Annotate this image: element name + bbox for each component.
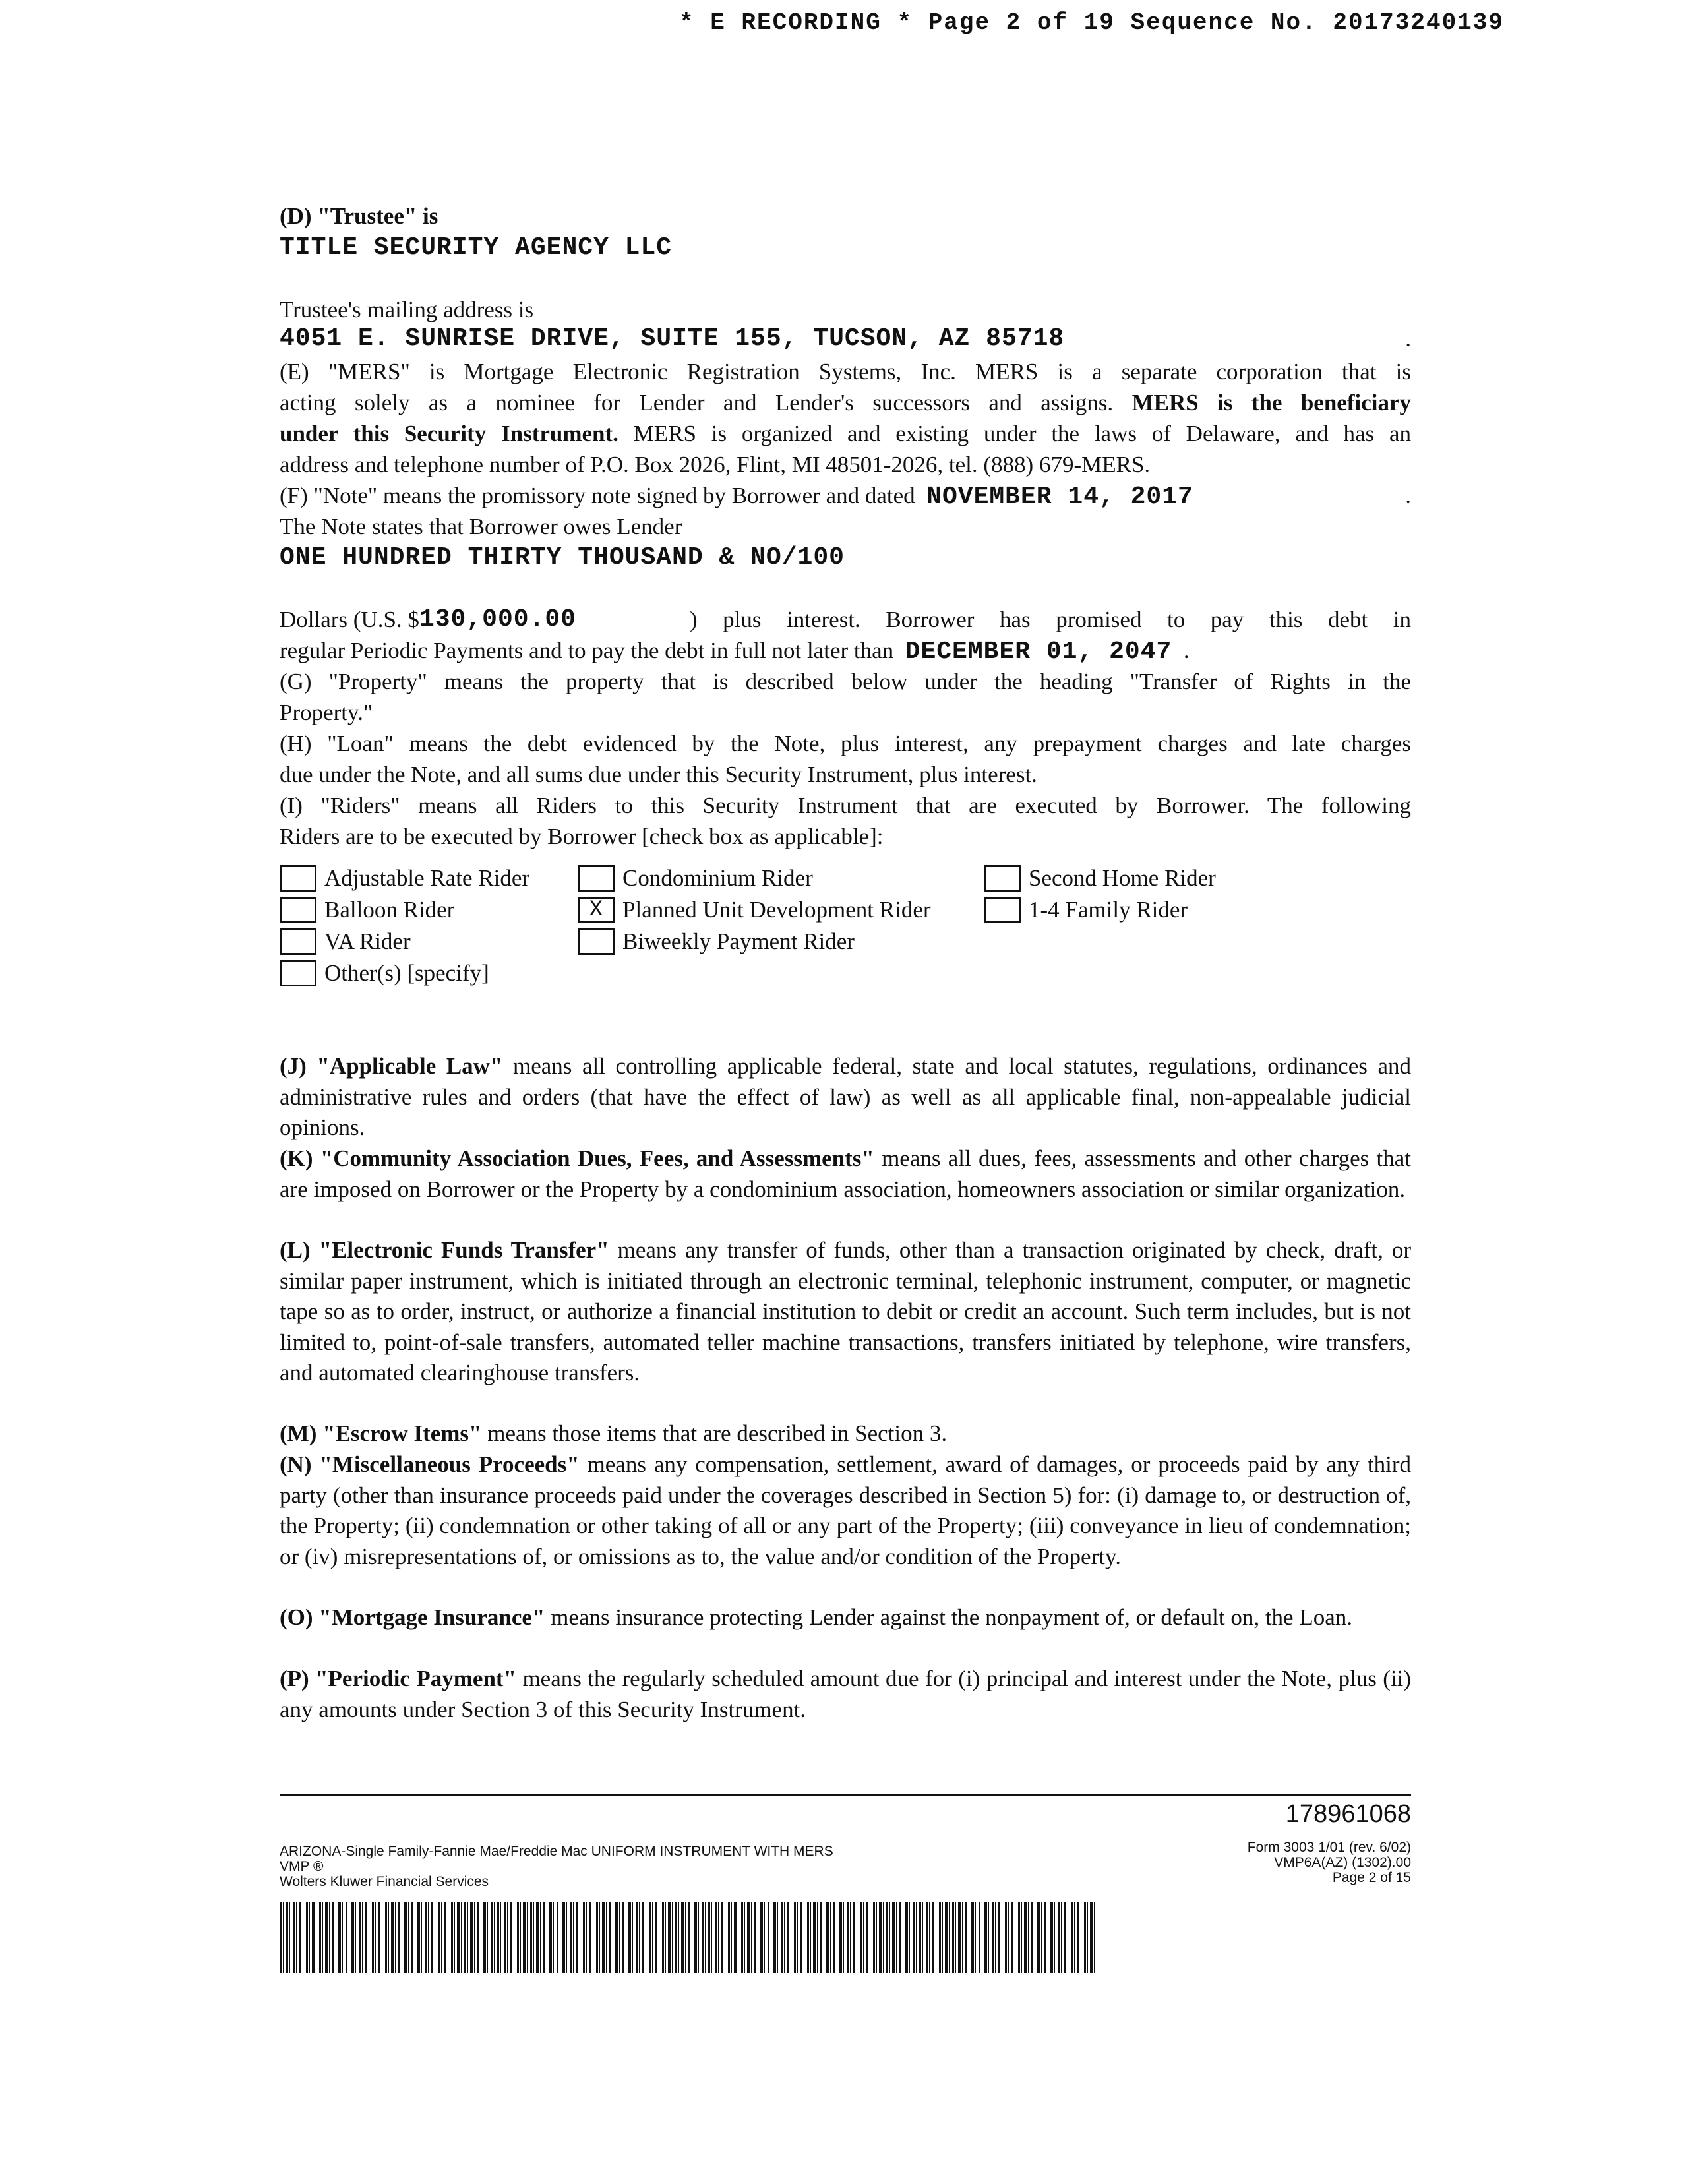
amount-words: ONE HUNDRED THIRTY THOUSAND & NO/100 [280,543,845,572]
trustee-address: 4051 E. SUNRISE DRIVE, SUITE 155, TUCSON, AZ 85718 [280,324,1065,353]
property-line-1: (G) "Property" means the property that is described below under the heading "Transfer of Rights in the [280,669,1411,694]
rider-adjustable-rate[interactable]: Adjustable Rate Rider [280,865,529,892]
property-line-2: Property." [280,700,373,725]
definition-periodic-payment: (P) "Periodic Payment" means the regularly scheduled amount due for (i) principal and interest under the Note, plus (ii) any amounts under Section 3 of this Security Instrument. [280,1666,1412,1722]
form-code: VMP6A(AZ) (1302).00 [1274,1855,1411,1870]
definition-escrow-items: (M) "Escrow Items" means those items that are described in Section 3. [280,1420,948,1446]
note-prefix: (F) "Note" means the promissory note signed by Borrower and dated NOVEMBER 14, 2017 [280,483,1193,511]
loan-number: 178961068 [1285,1800,1411,1828]
maturity-line: regular Periodic Payments and to pay the debt in full not later than DECEMBER 01, 2047 . [280,638,1190,666]
checkbox[interactable] [280,897,316,923]
form-number: Form 3003 1/01 (rev. 6/02) [1247,1840,1411,1855]
checkbox[interactable] [280,928,316,955]
form-page-number: Page 2 of 15 [1332,1870,1411,1885]
trustee-address-label: Trustee's mailing address is [280,297,534,322]
footer-rule [280,1794,1411,1796]
maturity-date: DECEMBER 01, 2047 [905,638,1172,666]
loan-amount: 130,000.00 [419,605,576,634]
checkbox[interactable] [578,865,615,892]
riders-line-2: Riders are to be executed by Borrower [check box as applicable]: [280,824,884,849]
rider-planned-unit-development[interactable]: X Planned Unit Development Rider [578,897,931,923]
definition-mortgage-insurance: (O) "Mortgage Insurance" means insurance protecting Lender against the nonpayment of, or default on, the Loan. [280,1604,1352,1630]
checkbox[interactable] [280,960,316,986]
rider-biweekly-payment[interactable]: Biweekly Payment Rider [578,928,855,955]
publisher: Wolters Kluwer Financial Services [280,1874,489,1889]
trustee-name: TITLE SECURITY AGENCY LLC [280,233,673,262]
checkbox[interactable] [578,928,615,955]
vmp-mark: VMP ® [280,1859,324,1874]
definition-applicable-law: (J) "Applicable Law" means all controlling applicable federal, state and local statutes, regulations, ordinances and administrative rules and orders (that have the effect of law) as well as all applicable final, non-appealable judicial opinions. [280,1053,1411,1140]
note-line [280,480,1411,512]
mers-line-3: under this Security Instrument. MERS is organized and existing under the laws of Delaware, and has an [280,421,1411,446]
trustee-address-line [280,323,1411,354]
rider-1-4-family[interactable]: 1-4 Family Rider [984,897,1188,923]
rider-second-home[interactable]: Second Home Rider [984,865,1216,892]
loan-line-1: (H) "Loan" means the debt evidenced by the Note, plus interest, any prepayment charges and late charges [280,731,1411,756]
mers-line-2: acting solely as a nominee for Lender and Lender's successors and assigns. MERS is the beneficiary [280,390,1412,415]
definition-miscellaneous-proceeds: (N) "Miscellaneous Proceeds" means any compensation, settlement, award of damages, or proceeds paid by any third party (other than insurance proceeds paid under the coverages described in Section 5) for: (i) damage to, or destruction of, the Property; (ii) condemnation or other taking of all or any part of the Property; (iii) conveyance in lieu of condemnation; or (iv) misrepresentations of, or omissions as to, the value and/or condition of the Property. [280,1451,1411,1569]
trustee-address-end: . [1405,326,1411,351]
checkbox[interactable] [280,865,316,892]
riders-line-1: (I) "Riders" means all Riders to this Security Instrument that are executed by Borrower. The following [280,793,1411,818]
mers-line-4: address and telephone number of P.O. Box 2026, Flint, MI 48501-2026, tel. (888) 679-MERS. [280,452,1151,477]
checkbox-checked[interactable]: X [578,897,615,923]
rider-va[interactable]: VA Rider [280,928,411,955]
recording-header: * E RECORDING * Page 2 of 19 Sequence No. 20173240139 [679,9,1504,36]
trustee-label: (D) "Trustee" is [280,203,438,229]
loan-line-2: due under the Note, and all sums due under this Security Instrument, plus interest. [280,762,1037,787]
rider-other[interactable]: Other(s) [specify] [280,960,489,986]
dollars-line: Dollars (U.S. $ 130,000.00 ) plus interest. Borrower has promised to pay this debt in [280,605,1411,634]
note-owes-line: The Note states that Borrower owes Lender [280,514,682,539]
form-title: ARIZONA-Single Family-Fannie Mae/Freddie Mac UNIFORM INSTRUMENT WITH MERS [280,1844,833,1859]
note-date-end: . [1405,483,1411,508]
note-date: NOVEMBER 14, 2017 [926,483,1193,511]
rider-balloon[interactable]: Balloon Rider [280,897,454,923]
definition-electronic-funds-transfer: (L) "Electronic Funds Transfer" means any transfer of funds, other than a transaction originated by check, draft, or similar paper instrument, which is initiated through an electronic terminal, telephonic instrument, computer, or magnetic tape so as to order, instruct, or authorize a financial institution to debit or credit an account. Such term includes, but is not limited to, point-of-sale transfers, automated teller machine transactions, transfers initiated by telephone, wire transfers, and automated clearinghouse transfers. [280,1237,1411,1385]
barcode [280,1902,1097,1973]
rider-condominium[interactable]: Condominium Rider [578,865,813,892]
definition-community-association-dues: (K) "Community Association Dues, Fees, and Assessments" means all dues, fees, assessments and other charges that are imposed on Borrower or the Property by a condominium association, homeowners association or similar organization. [280,1145,1411,1202]
checkbox[interactable] [984,897,1021,923]
checkbox[interactable] [984,865,1021,892]
mers-line-1: (E) "MERS" is Mortgage Electronic Registration Systems, Inc. MERS is a separate corporation that is [280,359,1411,384]
